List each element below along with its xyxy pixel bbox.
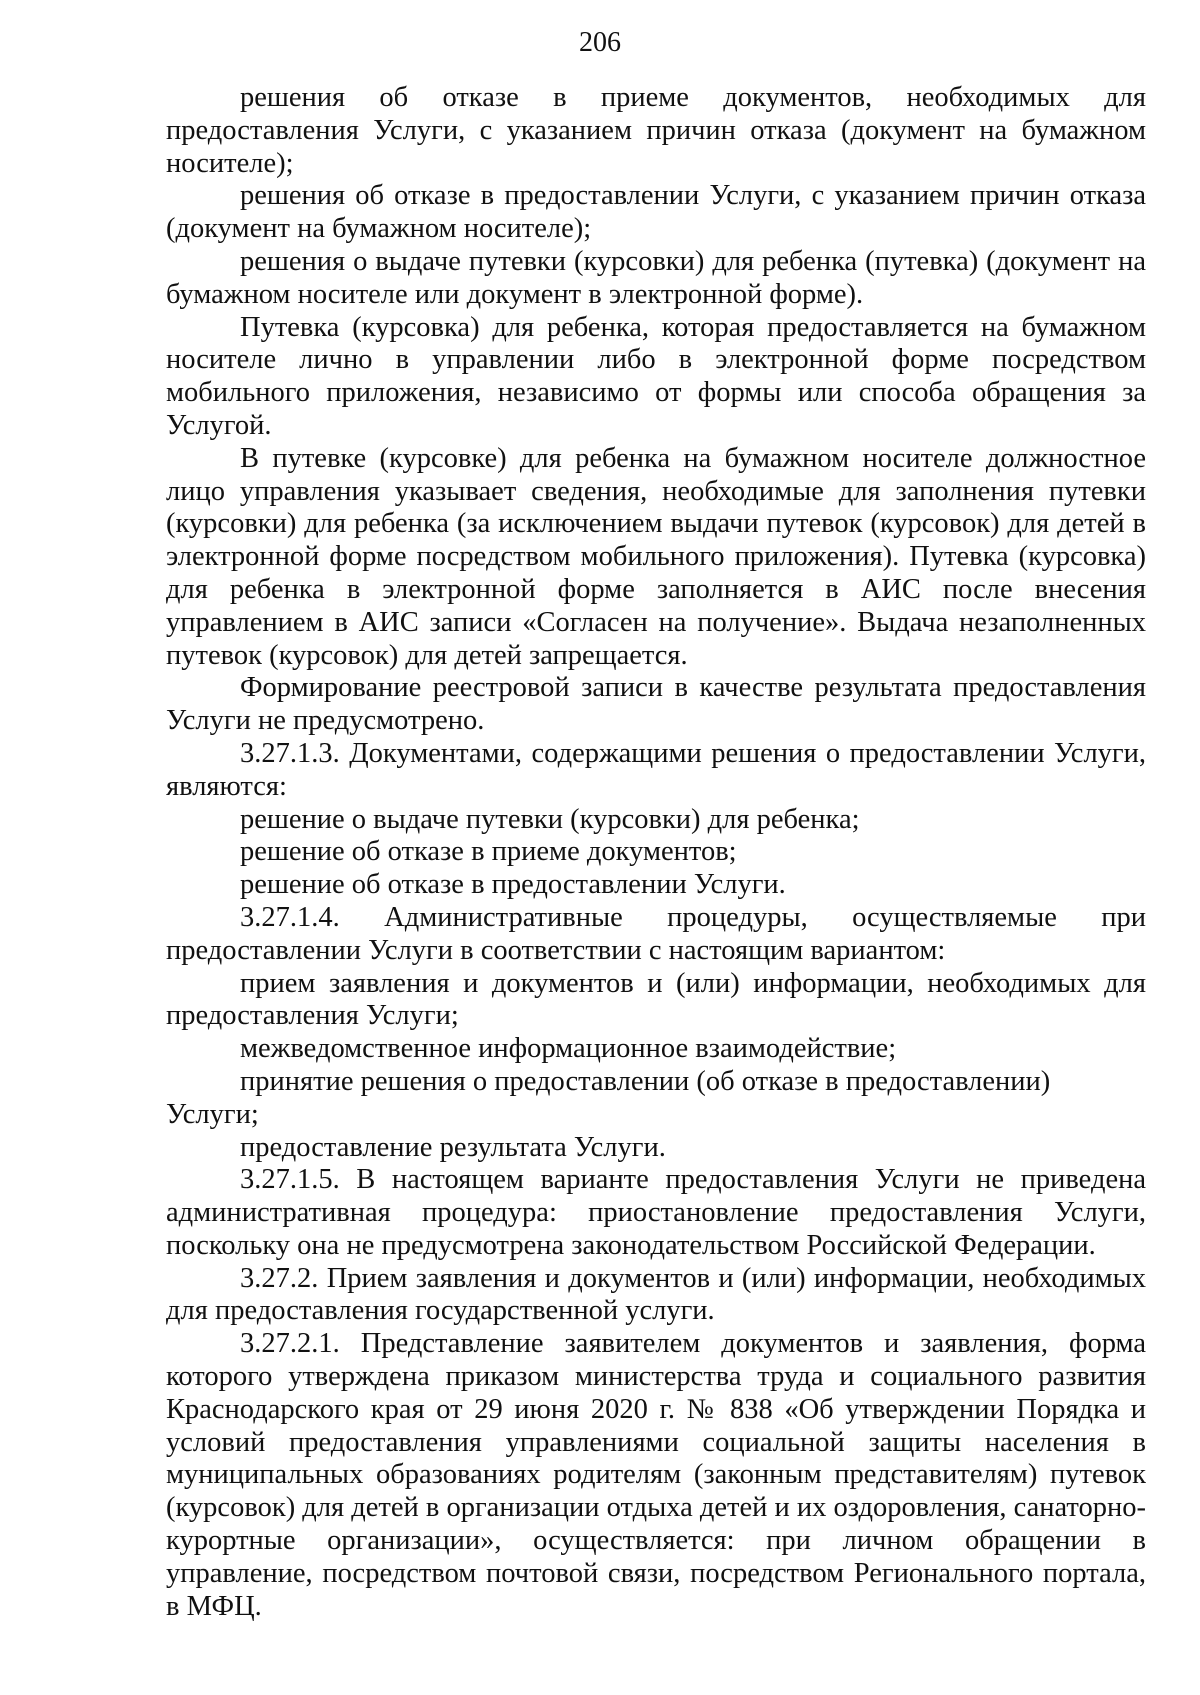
list-item-application-reception: прием заявления и документов и (или) информации, необходимых для предоставления Услуги; <box>166 967 1146 1032</box>
paragraph-refusal-documents: решения об отказе в приеме документов, необходимых для предоставления Услуги, с указанием причин отказа (документ на бумажном носителе); <box>166 82 1146 179</box>
document-body <box>166 82 1146 1623</box>
list-item-interagency-interaction: межведомственное информационное взаимодействие; <box>240 1033 897 1065</box>
paragraph-refusal-service: решения об отказе в предоставлении Услуги, с указанием причин отказа (документ на бумажном носителе); <box>166 180 1146 245</box>
page-number: 206 <box>579 27 621 58</box>
paragraph-3-27-1-3: 3.27.1.3. Документами, содержащими решения о предоставлении Услуги, являются: <box>166 737 1146 802</box>
list-item-decision-voucher: решение о выдаче путевки (курсовки) для ребенка; <box>240 803 860 835</box>
paragraph-3-27-1-5: 3.27.1.5. В настоящем варианте предоставления Услуги не приведена административная процедура: приостановление предоставления Услуги, поскольку она не предусмотрена законодательством Российской Федерации. <box>166 1164 1146 1261</box>
list-item-decision-refusal-service: решение об отказе в предоставлении Услуги. <box>240 869 786 901</box>
paragraph-voucher-filling: В путевке (курсовке) для ребенка на бумажном носителе должностное лицо управления указывает сведения, необходимые для заполнения путевки (курсовки) для ребенка (за исключением выдачи путевок (курсовок) для детей в электронной форме посредством мобильного приложения). Путевка (курсовка) для ребенка в электронной форме заполняется в АИС после внесения управлением в АИС записи «Согласен на получение». Выдача незаполненных путевок (курсовок) для детей запрещается. <box>166 442 1146 671</box>
paragraph-3-27-2-1: 3.27.2.1. Представление заявителем документов и заявления, форма которого утверждена приказом министерства труда и социального развития Краснодарского края от 29 июня 2020 г. № 838 «Об утверждении Порядка и условий предоставления управлениями социальной защиты населения в муниципальных образованиях родителям (законным представителям) путевок (курсовок) для детей в организации отдыха детей и их оздоровления, санаторно-курортные организации», осуществляется: при личном обращении в управление, посредством почтовой связи, посредством Регионального портала, в МФЦ. <box>166 1328 1146 1622</box>
paragraph-3-27-2: 3.27.2. Прием заявления и документов и (или) информации, необходимых для предоставления государственной услуги. <box>166 1262 1146 1327</box>
list-item-decision-refusal-documents: решение об отказе в приеме документов; <box>240 836 737 868</box>
list-item-decision-making: принятие решения о предоставлении (об отказе в предоставлении) Услуги; <box>166 1065 1051 1130</box>
paragraph-registry-record: Формирование реестровой записи в качестве результата предоставления Услуги не предусмотрено. <box>166 672 1146 737</box>
paragraph-3-27-1-4: 3.27.1.4. Административные процедуры, осуществляемые при предоставлении Услуги в соответствии с настоящим вариантом: <box>166 901 1146 966</box>
list-item-result-provision: предоставление результата Услуги. <box>240 1131 666 1163</box>
paragraph-voucher-provision: Путевка (курсовка) для ребенка, которая предоставляется на бумажном носителе лично в управлении либо в электронной форме посредством мобильного приложения, независимо от формы или способа обращения за Услугой. <box>166 311 1146 441</box>
paragraph-voucher-decision: решения о выдаче путевки (курсовки) для ребенка (путевка) (документ на бумажном носителе или документ в электронной форме). <box>166 245 1146 310</box>
